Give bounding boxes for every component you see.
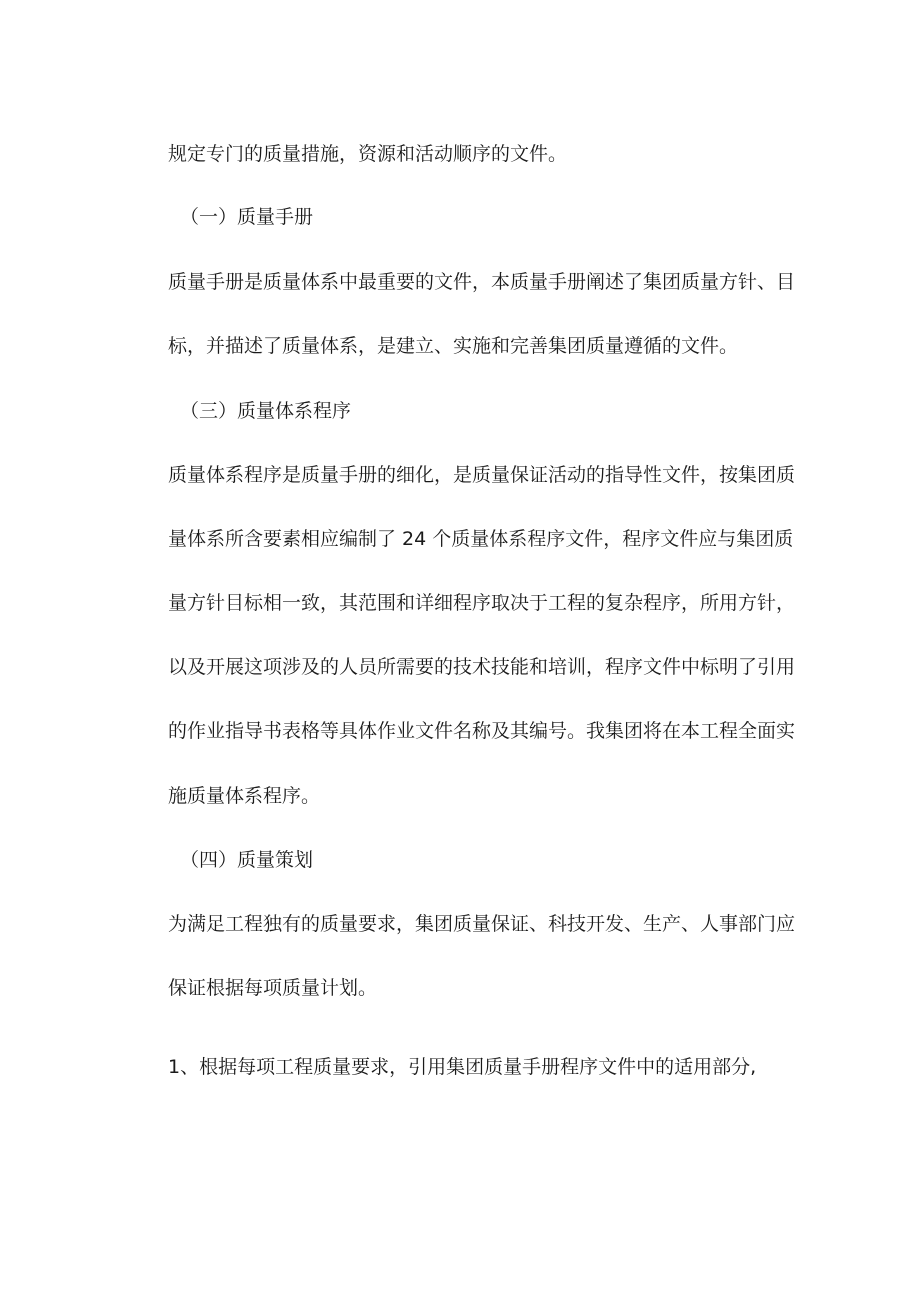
paragraph-line: 标，并描述了质量体系，是建立、实施和完善集团质量遵循的文件。: [168, 335, 739, 357]
paragraph-line: 量方针目标相一致，其范围和详细程序取决于工程的复杂程序，所用方针，: [168, 592, 796, 614]
numbered-list-item: 1、根据每项工程质量要求，引用集团质量手册程序文件中的适用部分,: [168, 1056, 757, 1078]
paragraph-line: 量体系所含要素相应编制了 24 个质量体系程序文件，程序文件应与集团质: [168, 528, 794, 550]
paragraph-line: 施质量体系程序。: [168, 785, 321, 807]
paragraph-line: 的作业指导书表格等具体作业文件名称及其编号。我集团将在本工程全面实: [168, 720, 796, 742]
section-heading-quality-manual: （一）质量手册: [180, 206, 314, 228]
section-heading-quality-planning: （四）质量策划: [180, 849, 314, 871]
paragraph-line: 保证根据每项质量计划。: [168, 977, 378, 999]
section-heading-quality-system-procedure: （三）质量体系程序: [180, 400, 352, 422]
paragraph-line: 规定专门的质量措施，资源和活动顺序的文件。: [168, 143, 568, 165]
paragraph-line: 以及开展这项涉及的人员所需要的技术技能和培训，程序文件中标明了引用: [168, 656, 796, 678]
paragraph-line: 质量手册是质量体系中最重要的文件，本质量手册阐述了集团质量方针、目: [168, 271, 796, 293]
paragraph-line: 质量体系程序是质量手册的细化，是质量保证活动的指导性文件，按集团质: [168, 464, 796, 486]
paragraph-line: 为满足工程独有的质量要求，集团质量保证、科技开发、生产、人事部门应: [168, 913, 796, 935]
